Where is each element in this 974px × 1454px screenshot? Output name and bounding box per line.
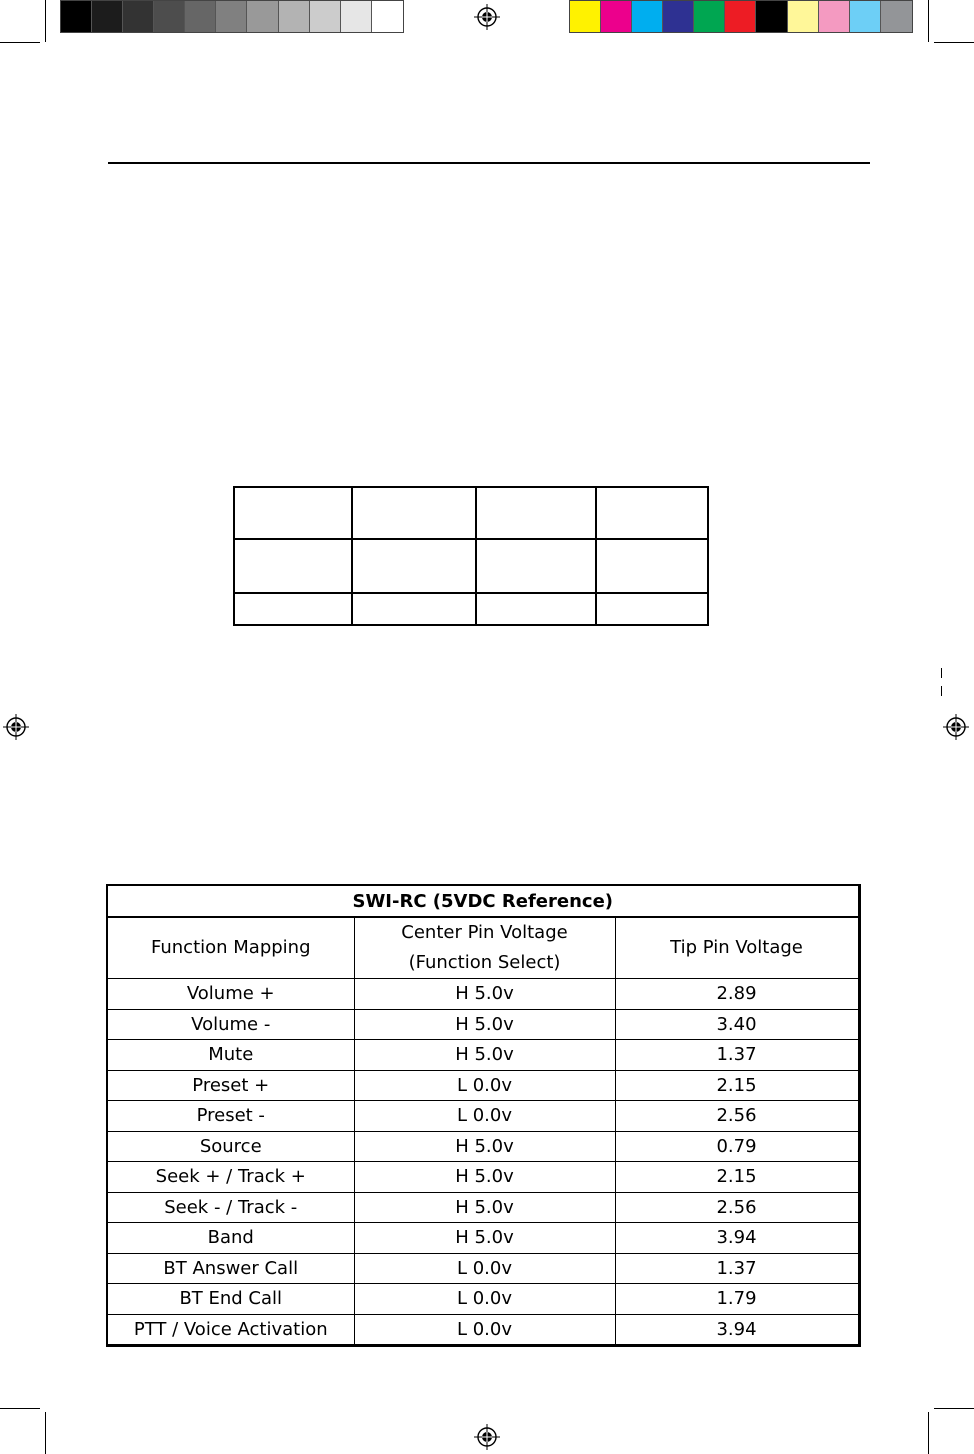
- crop-mark: [0, 1408, 40, 1409]
- cell-tip-pin: 2.56: [615, 1101, 859, 1132]
- header-center-pin-voltage: [354, 917, 615, 979]
- cell-center-pin: L 0.0v: [354, 1253, 615, 1284]
- header-center-line2: (Function Select): [408, 952, 561, 973]
- registration-mark-icon: [3, 714, 29, 740]
- crop-mark: [45, 0, 46, 42]
- grid-cell: [352, 593, 476, 625]
- cell-center-pin: L 0.0v: [354, 1070, 615, 1101]
- registration-mark-icon: [474, 4, 500, 30]
- cell-tip-pin: 2.15: [615, 1162, 859, 1193]
- grid-cell: [352, 539, 476, 593]
- registration-mark-icon: [943, 714, 969, 740]
- table-row: [107, 1314, 859, 1346]
- cell-function: Preset -: [107, 1101, 354, 1132]
- cell-function: Mute: [107, 1040, 354, 1071]
- calibration-swatch: [310, 1, 341, 32]
- calibration-swatch: [61, 1, 92, 32]
- cell-tip-pin: 2.15: [615, 1070, 859, 1101]
- calibration-swatch: [216, 1, 247, 32]
- calibration-swatch: [632, 1, 663, 32]
- registration-mark-icon: [474, 1424, 500, 1450]
- cell-center-pin: H 5.0v: [354, 1131, 615, 1162]
- table-row: [107, 1070, 859, 1101]
- calibration-swatch: [850, 1, 881, 32]
- table-row: [107, 1009, 859, 1040]
- crop-mark: [45, 1412, 46, 1454]
- calibration-swatch: [601, 1, 632, 32]
- calibration-swatch: [154, 1, 185, 32]
- calibration-swatch: [372, 1, 403, 32]
- calibration-swatch: [819, 1, 850, 32]
- cell-function: Seek + / Track +: [107, 1162, 354, 1193]
- cell-function: Volume -: [107, 1009, 354, 1040]
- cell-tip-pin: 3.40: [615, 1009, 859, 1040]
- grid-cell: [596, 487, 708, 539]
- calibration-swatch: [247, 1, 278, 32]
- table-row: [107, 1162, 859, 1193]
- cell-center-pin: H 5.0v: [354, 979, 615, 1010]
- grid-cell: [352, 487, 476, 539]
- grid-cell: [234, 487, 352, 539]
- crop-mark: [934, 42, 974, 43]
- cell-center-pin: L 0.0v: [354, 1314, 615, 1346]
- header-rule: [108, 162, 870, 164]
- table-row: [107, 1040, 859, 1071]
- table-row: [107, 1284, 859, 1315]
- calibration-swatch: [92, 1, 123, 32]
- grid-cell: [234, 593, 352, 625]
- grayscale-calibration-bar: [60, 0, 404, 33]
- cell-center-pin: H 5.0v: [354, 1040, 615, 1071]
- calibration-swatch: [756, 1, 787, 32]
- cell-function: Seek - / Track -: [107, 1192, 354, 1223]
- cell-tip-pin: 2.89: [615, 979, 859, 1010]
- table-row: [107, 1192, 859, 1223]
- cell-tip-pin: 1.79: [615, 1284, 859, 1315]
- table-row: [107, 1223, 859, 1254]
- calibration-swatch: [694, 1, 725, 32]
- header-center-line1: Center Pin Voltage: [401, 922, 568, 943]
- color-calibration-bar: [569, 0, 913, 33]
- crop-mark: [934, 1408, 974, 1409]
- calibration-swatch: [788, 1, 819, 32]
- cell-center-pin: H 5.0v: [354, 1162, 615, 1193]
- calibration-swatch: [185, 1, 216, 32]
- cell-tip-pin: 3.94: [615, 1314, 859, 1346]
- cell-function: BT End Call: [107, 1284, 354, 1315]
- cell-tip-pin: 0.79: [615, 1131, 859, 1162]
- calibration-swatch: [341, 1, 372, 32]
- cell-function: PTT / Voice Activation: [107, 1314, 354, 1346]
- grid-cell: [234, 539, 352, 593]
- header-function-mapping: Function Mapping: [107, 917, 354, 979]
- cell-function: Source: [107, 1131, 354, 1162]
- grid-cell: [596, 593, 708, 625]
- cell-function: BT Answer Call: [107, 1253, 354, 1284]
- table-row: [107, 1101, 859, 1132]
- grid-cell: [596, 539, 708, 593]
- cell-center-pin: L 0.0v: [354, 1284, 615, 1315]
- crop-mark: [928, 0, 929, 42]
- crop-mark: [941, 668, 942, 678]
- cell-tip-pin: 1.37: [615, 1040, 859, 1071]
- grid-cell: [476, 539, 596, 593]
- header-tip-pin-voltage: Tip Pin Voltage: [615, 917, 859, 979]
- swi-rc-table: [106, 884, 861, 1347]
- cell-function: Preset +: [107, 1070, 354, 1101]
- calibration-swatch: [123, 1, 154, 32]
- cell-tip-pin: 2.56: [615, 1192, 859, 1223]
- calibration-swatch: [570, 1, 601, 32]
- cell-center-pin: H 5.0v: [354, 1009, 615, 1040]
- table-row: [107, 1131, 859, 1162]
- calibration-swatch: [279, 1, 310, 32]
- crop-mark: [0, 42, 40, 43]
- cell-center-pin: H 5.0v: [354, 1223, 615, 1254]
- table-row: [107, 979, 859, 1010]
- grid-cell: [476, 487, 596, 539]
- calibration-swatch: [725, 1, 756, 32]
- calibration-swatch: [881, 1, 912, 32]
- cell-function: Band: [107, 1223, 354, 1254]
- cell-function: Volume +: [107, 979, 354, 1010]
- table-title: SWI-RC (5VDC Reference): [107, 885, 859, 917]
- cell-center-pin: H 5.0v: [354, 1192, 615, 1223]
- crop-mark: [928, 1412, 929, 1454]
- cell-center-pin: L 0.0v: [354, 1101, 615, 1132]
- calibration-swatch: [663, 1, 694, 32]
- table-row: [107, 1253, 859, 1284]
- grid-cell: [476, 593, 596, 625]
- empty-grid-table: [233, 486, 709, 626]
- crop-mark: [941, 686, 942, 696]
- cell-tip-pin: 3.94: [615, 1223, 859, 1254]
- cell-tip-pin: 1.37: [615, 1253, 859, 1284]
